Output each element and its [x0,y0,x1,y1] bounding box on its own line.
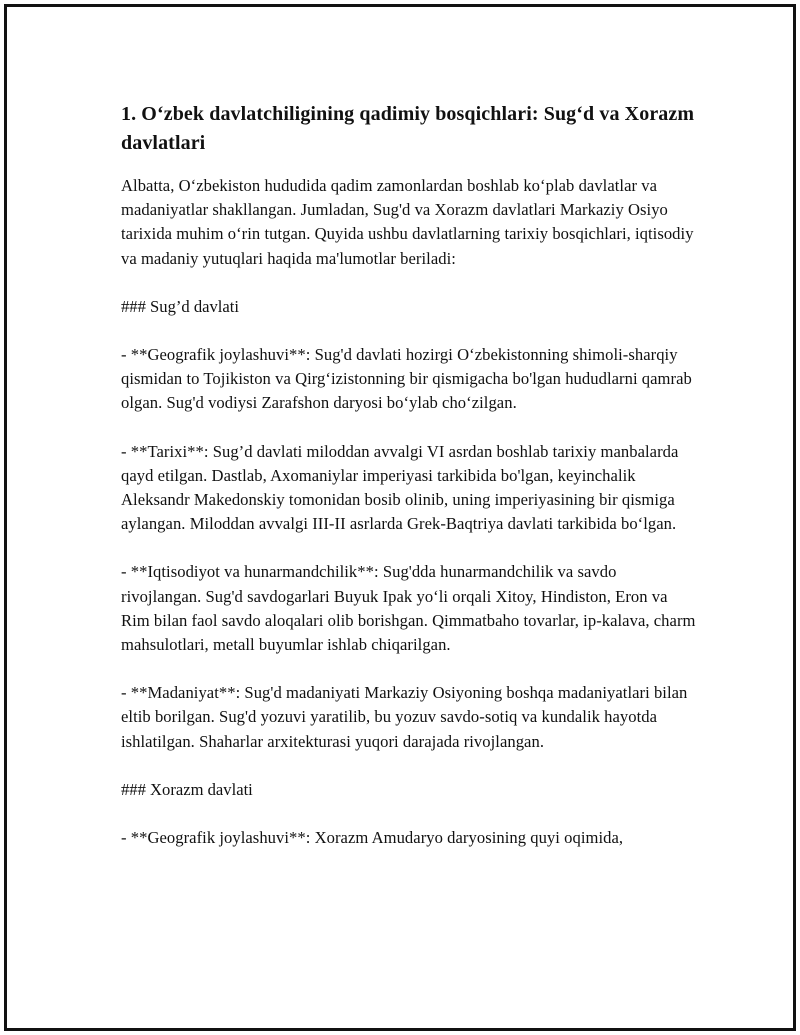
document-body [121,100,699,874]
page-frame [4,4,796,1031]
sugd-economy-paragraph: - **Iqtisodiyot va hunarmandchilik**: Sug'dda hunarmandchilik va savdo rivojlangan. Sug'd savdogarlari Buyuk Ipak yo‘li orqali Xitoy, Hindiston, Eron va Rim bilan faol savdo aloqalari olib borishgan. Qimmatbaho tovarlar, ip-kalava, charm mahsulotlari, metall buyumlar ishlab chiqarilgan. [121,562,696,655]
document-title: 1. O‘zbek davlatchiligining qadimiy bosqichlari: Sug‘d va Xorazm davlatlari [121,103,695,154]
sugd-history-paragraph: - **Tarixi**: Sug’d davlati miloddan avvalgi VI asrdan boshlab tarixiy manbalarda qayd etilgan. Dastlab, Axomaniylar imperiyasi tarkibida bo'lgan, keyinchalik Aleksandr Makedonskiy tomonidan bosib olinib, uning imperiyasining bir qismiga aylangan. Miloddan avvalgi III-II asrlarda Grek-Baqtriya davlati tarkibida bo‘lgan. [121,441,679,534]
xorazm-geography-paragraph: - **Geografik joylashuvi**: Xorazm Amudaryo daryosining quyi oqimida, [121,828,624,848]
intro-paragraph: Albatta, O‘zbekiston hududida qadim zamonlardan boshlab ko‘plab davlatlar va madaniyatlar shakllangan. Jumladan, Sug'd va Xorazm davlatlari Markaziy Osiyo tarixida muhim o‘rin tutgan. Quyida ushbu davlatlarning tarixiy bosqichlari, iqtisodiy va madaniy yutuqlari haqida ma'lumotlar beriladi: [121,176,694,268]
sugd-heading: ### Sug’d davlati [121,296,239,316]
sugd-culture-paragraph: - **Madaniyat**: Sug'd madaniyati Markaziy Osiyoning boshqa madaniyatlari bilan eltib borilgan. Sug'd yozuvi yaratilib, bu yozuv savdo-sotiq va kundalik hayotda ishlatilgan. Shaharlar arxitekturasi yuqori darajada rivojlangan. [121,683,688,751]
xorazm-heading: ### Xorazm davlati [121,779,253,799]
sugd-geography-paragraph: - **Geografik joylashuvi**: Sug'd davlati hozirgi O‘zbekistonning shimoli-sharqiy qismidan to Tojikiston va Qirg‘izistonning bir qismigacha bo'lgan hududlarni qamrab olgan. Sug'd vodiysi Zarafshon daryosi bo‘ylab cho‘zilgan. [121,345,692,413]
